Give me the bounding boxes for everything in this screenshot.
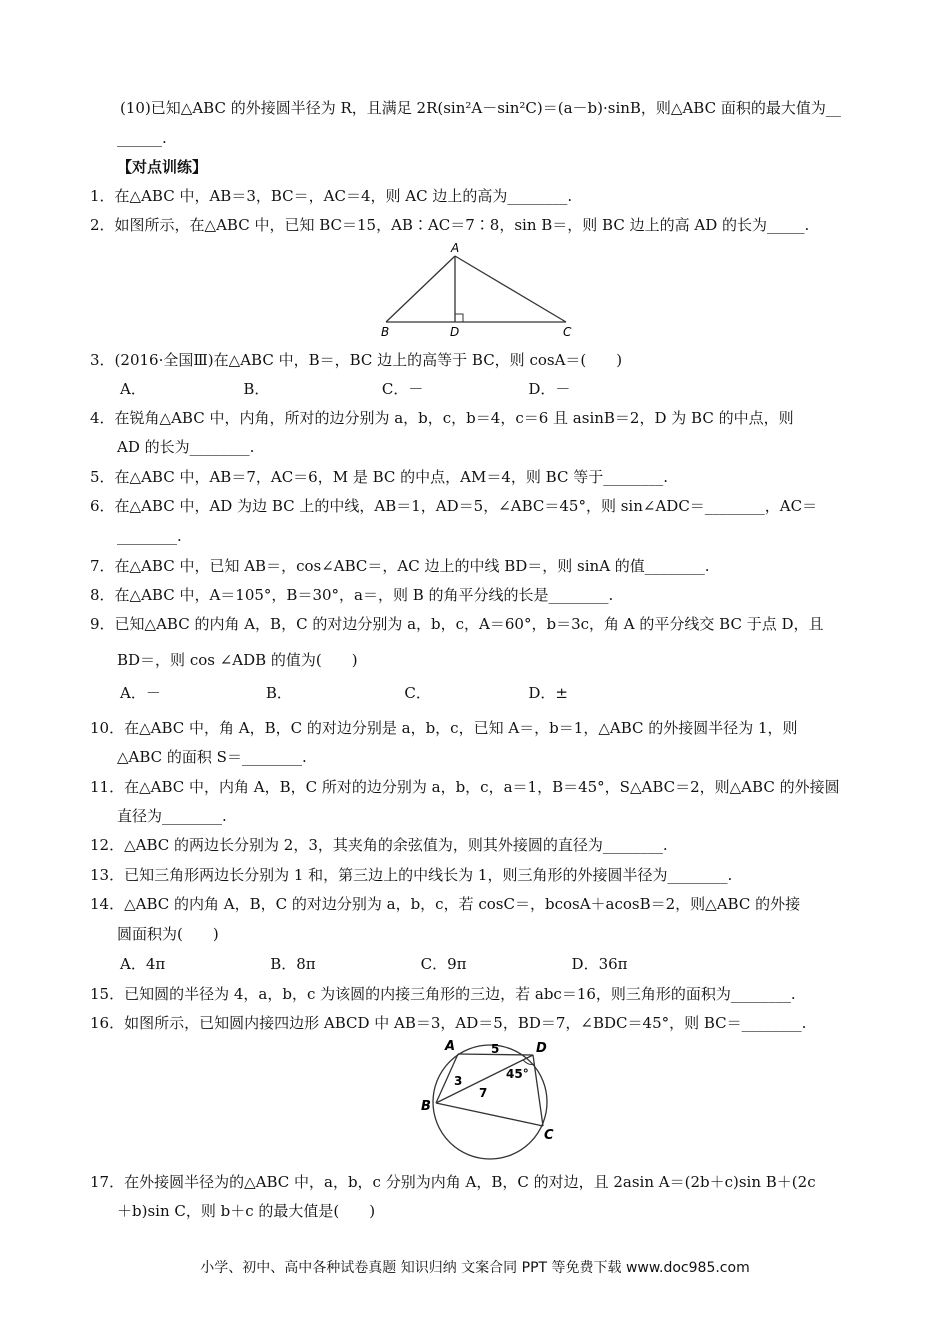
question-17-line-2: ＋b)sin C，则 b＋c 的最大值是( ) xyxy=(117,1202,376,1220)
label-b: B xyxy=(381,325,390,339)
question-4-line-2: AD 的长为________. xyxy=(117,438,255,456)
question-9-line-1: 9．已知△ABC 的内角 A，B，C 的对边分别为 a，b，c，A＝60°，b＝3c，角 A 的平分线交 BC 于点 D，且 xyxy=(90,615,824,633)
angle-bdc: 45° xyxy=(506,1067,529,1081)
circumcircle xyxy=(433,1045,547,1159)
length-ab: 3 xyxy=(454,1074,463,1088)
label-d: D xyxy=(450,325,460,339)
question-10-line-1b: 10．在△ABC 中，角 A，B，C 的对边分别是 a，b，c，已知 A＝，b＝1，△ABC 的外接圆半径为 1，则 xyxy=(90,719,798,737)
question-10-line-2b: △ABC 的面积 S＝________. xyxy=(117,748,307,766)
question-5: 5．在△ABC 中，AB＝7，AC＝6，M 是 BC 的中点，AM＝4，则 BC 等于________. xyxy=(90,468,668,486)
length-ad: 5 xyxy=(491,1042,500,1056)
question-4-line-1: 4．在锐角△ABC 中，内角，所对的边分别为 a，b，c，b＝4，c＝6 且 asinB＝2，D 为 BC 的中点，则 xyxy=(90,409,794,427)
question-14-options: A．4π B．8π C．9π D．36π xyxy=(120,955,628,973)
side-ac xyxy=(455,256,566,322)
question-6-line-2: ________. xyxy=(117,527,182,545)
question-1: 1．在△ABC 中，AB＝3，BC＝，AC＝4，则 AC 边上的高为________. xyxy=(90,187,573,205)
question-3-options: A． B． C．－ D．－ xyxy=(120,380,571,398)
question-3: 3．(2016·全国Ⅲ)在△ABC 中，B＝，BC 边上的高等于 BC，则 cosA＝( ) xyxy=(90,351,623,369)
label-c: C xyxy=(563,325,572,339)
label-a: A xyxy=(445,1039,456,1054)
question-10-line-2: ______. xyxy=(117,129,167,147)
page-footer: 小学、初中、高中各种试卷真题 知识归纳 文案合同 PPT 等免费下载 www.doc985.com xyxy=(200,1260,750,1276)
question-8: 8．在△ABC 中，A＝105°，B＝30°，a＝，则 B 的角平分线的长是________. xyxy=(90,586,614,604)
right-angle-mark xyxy=(455,314,463,322)
question-14-line-1: 14．△ABC 的内角 A，B，C 的对边分别为 a，b，c，若 cosC＝，bcosA＋acosB＝2，则△ABC 的外接 xyxy=(90,895,801,913)
figure-triangle-altitude xyxy=(370,240,590,340)
label-a: A xyxy=(451,241,460,255)
section-heading: 【对点训练】 xyxy=(117,158,208,176)
question-9-line-2: BD＝，则 cos ∠ADB 的值为( ) xyxy=(117,651,358,669)
label-b: B xyxy=(421,1099,431,1114)
length-bd: 7 xyxy=(479,1086,488,1100)
question-16: 16．如图所示，已知圆内接四边形 ABCD 中 AB＝3，AD＝5，BD＝7，∠BDC＝45°，则 BC＝________. xyxy=(90,1014,807,1032)
side-bc xyxy=(436,1103,543,1126)
question-14-line-2: 圆面积为( ) xyxy=(117,925,219,943)
question-6-line-1: 6．在△ABC 中，AD 为边 BC 上的中线，AB＝1，AD＝5，∠ABC＝45°，则 sin∠ADC＝________，AC＝ xyxy=(90,497,818,515)
question-9-options: A．－ B． C． D．± xyxy=(120,684,568,702)
figure-cyclic-quadrilateral xyxy=(415,1038,565,1163)
side-ab xyxy=(386,256,455,322)
question-15: 15．已知圆的半径为 4，a，b，c 为该圆的内接三角形的三边，若 abc＝16，则三角形的面积为________. xyxy=(90,985,796,1003)
side-dc xyxy=(533,1055,543,1126)
label-c: C xyxy=(544,1128,554,1143)
question-10-line-1: (10)已知△ABC 的外接圆半径为 R，且满足 2R(sin²A－sin²C)＝(a－b)·sinB，则△ABC 面积的最大值为__ xyxy=(120,99,841,117)
question-11-line-2: 直径为________. xyxy=(117,807,227,825)
question-7: 7．在△ABC 中，已知 AB＝，cos∠ABC＝，AC 边上的中线 BD＝，则 sinA 的值________. xyxy=(90,557,710,575)
question-11-line-1: 11．在△ABC 中，内角 A，B，C 所对的边分别为 a，b，c，a＝1，B＝45°，S△ABC＝2，则△ABC 的外接圆 xyxy=(90,778,840,796)
question-2: 2．如图所示，在△ABC 中，已知 BC＝15，AB∶AC＝7∶8，sin B＝，则 BC 边上的高 AD 的长为_____. xyxy=(90,216,810,234)
label-d: D xyxy=(536,1041,547,1056)
question-13: 13．已知三角形两边长分别为 1 和，第三边上的中线长为 1，则三角形的外接圆半径为________. xyxy=(90,866,733,884)
question-17-line-1: 17．在外接圆半径为的△ABC 中，a，b，c 分别为内角 A，B，C 的对边，且 2asin A＝(2b＋c)sin B＋(2c xyxy=(90,1173,816,1191)
question-12: 12．△ABC 的两边长分别为 2，3，其夹角的余弦值为，则其外接圆的直径为________. xyxy=(90,836,668,854)
